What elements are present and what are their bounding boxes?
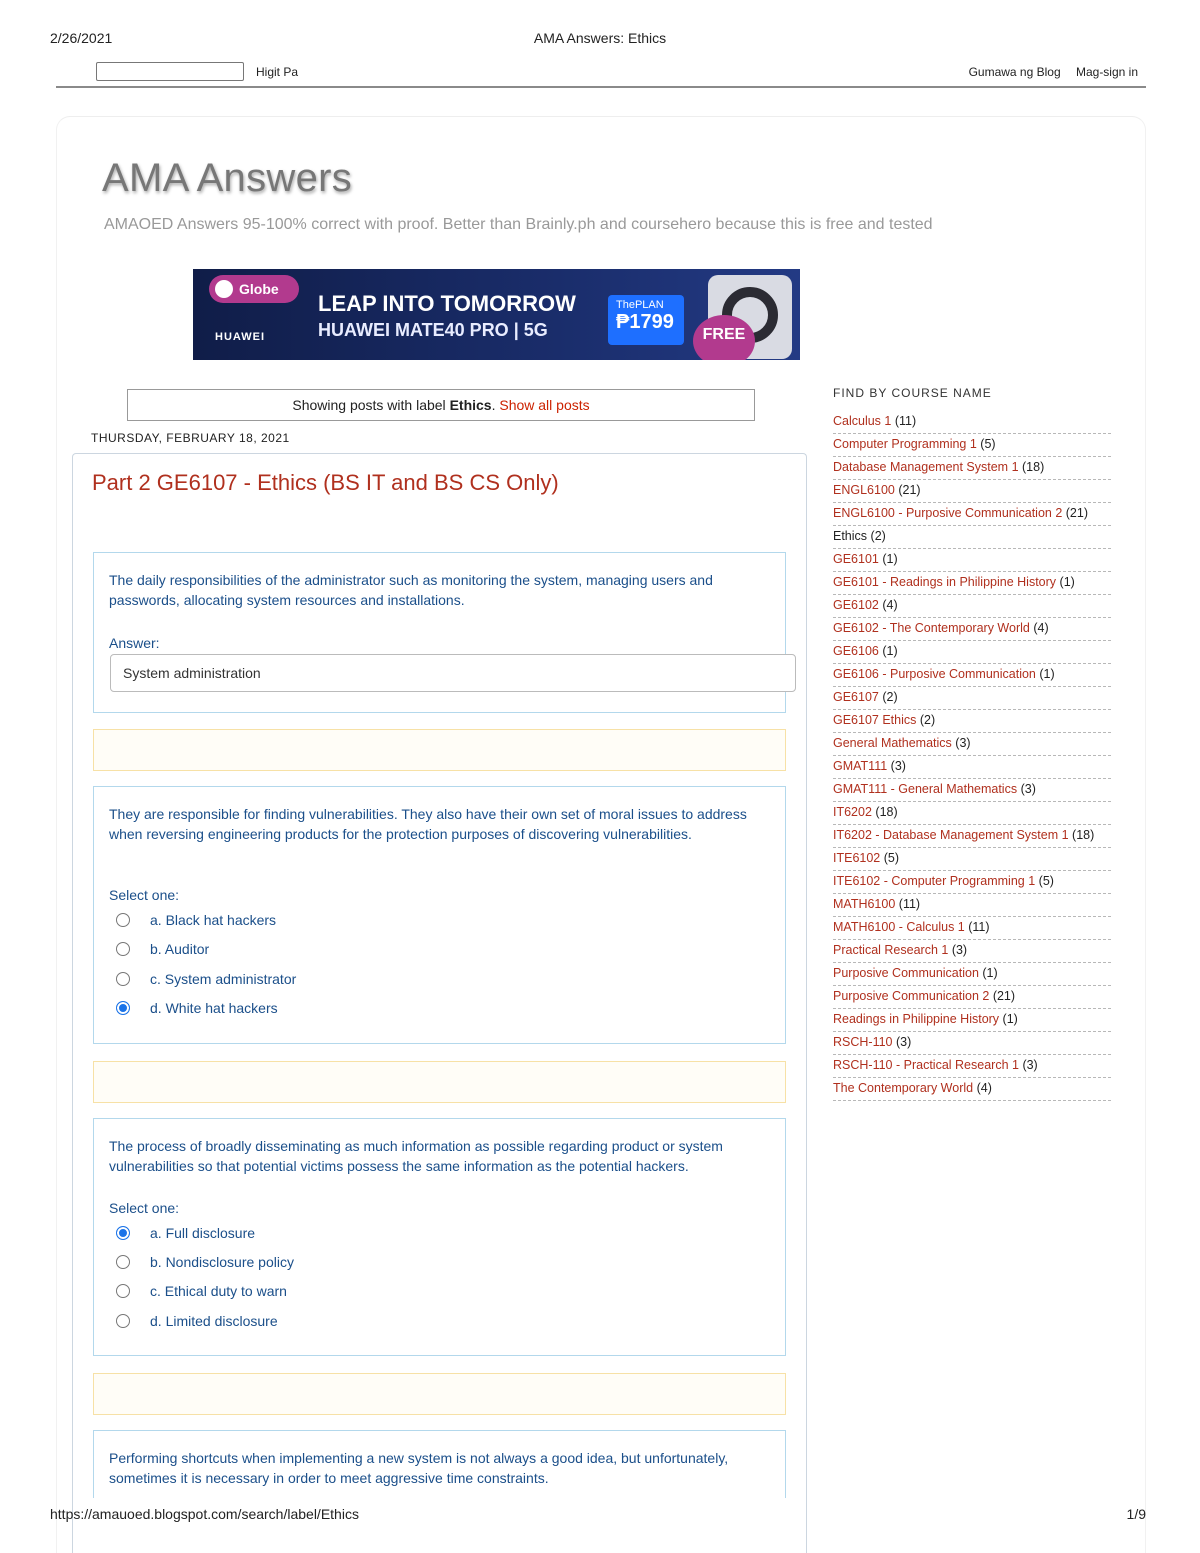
category-item xyxy=(833,1009,1111,1032)
radio-icon[interactable] xyxy=(116,972,130,986)
option-label: d. Limited disclosure xyxy=(150,1313,278,1329)
option-label: c. Ethical duty to warn xyxy=(150,1283,287,1299)
category-count: (5) xyxy=(980,437,996,451)
category-link[interactable]: IT6202 - Database Management System 1 xyxy=(833,828,1069,842)
category-count: (1) xyxy=(882,552,898,566)
category-count: (4) xyxy=(882,598,898,612)
category-item xyxy=(833,503,1111,526)
option-label: c. System administrator xyxy=(150,971,297,987)
category-link[interactable]: GE6102 - The Contemporary World xyxy=(833,621,1030,635)
category-item xyxy=(833,618,1111,641)
category-count: (1) xyxy=(982,966,998,980)
option-label: b. Auditor xyxy=(150,941,210,957)
question-text-3: The process of broadly disseminating as much information as possible regarding product or system vulnerabilities so that potential victims possess the same information as the potential hackers. xyxy=(109,1138,723,1174)
category-count: (1) xyxy=(882,644,898,658)
print-title: AMA Answers: Ethics xyxy=(533,30,667,46)
option-label: d. White hat hackers xyxy=(150,1000,278,1016)
category-link[interactable]: Computer Programming 1 xyxy=(833,437,977,451)
category-count: (3) xyxy=(951,943,968,957)
radio-icon[interactable] xyxy=(116,1284,130,1298)
category-item xyxy=(833,963,1111,986)
ad-banner[interactable] xyxy=(193,269,800,360)
radio-icon[interactable] xyxy=(116,1255,130,1269)
option-label: b. Nondisclosure policy xyxy=(150,1254,294,1270)
answer-field-1[interactable]: System administration xyxy=(110,654,796,692)
radio-icon[interactable] xyxy=(116,942,130,956)
question-card-1 xyxy=(93,552,786,713)
category-count: (1) xyxy=(1039,667,1055,681)
category-count: (4) xyxy=(1033,621,1049,635)
category-item xyxy=(833,940,1111,963)
category-link[interactable]: ENGL6100 - Purposive Communication 2 xyxy=(833,506,1063,520)
category-item xyxy=(833,641,1111,664)
category-link[interactable]: Purposive Communication 2 xyxy=(833,989,990,1003)
category-item xyxy=(833,1078,1111,1101)
category-count: (3) xyxy=(1020,782,1036,796)
navbar-search-input[interactable] xyxy=(96,62,244,81)
category-count: (2) xyxy=(919,713,936,727)
category-count: (11) xyxy=(898,897,921,911)
print-page-number: 1/9 xyxy=(1126,1506,1146,1522)
category-link[interactable]: RSCH-110 - Practical Research 1 xyxy=(833,1058,1019,1072)
sidebar-title: FIND BY COURSE NAME xyxy=(833,386,992,400)
category-item xyxy=(833,917,1111,940)
navbar-more-link[interactable]: Higit Pa xyxy=(256,65,299,79)
category-count: (11) xyxy=(968,920,990,934)
category-link[interactable]: GE6106 - Purposive Communication xyxy=(833,667,1036,681)
radio-selected-icon[interactable] xyxy=(116,1226,130,1240)
category-count: (4) xyxy=(976,1081,992,1095)
category-item xyxy=(833,572,1111,595)
category-link[interactable]: General Mathematics xyxy=(833,736,952,750)
category-item xyxy=(833,848,1111,871)
category-link[interactable]: GE6106 xyxy=(833,644,879,658)
category-item xyxy=(833,802,1111,825)
question-prompt-3: Select one: xyxy=(109,1200,180,1216)
blog-description: AMAOED Answers 95-100% correct with proof. Better than Brainly.ph and coursehero because this is free and tested xyxy=(104,216,933,233)
category-item xyxy=(833,756,1111,779)
category-count: (1) xyxy=(1059,575,1075,589)
category-count: (1) xyxy=(1002,1012,1018,1026)
question-text-2: They are responsible for finding vulnerabilities. They also have their own set of moral issues to address when reversing engineering products for the protection purposes of discovering vulnerabilities. xyxy=(109,806,747,842)
globe-logo-icon xyxy=(215,280,233,298)
banner-partner: HUAWEI xyxy=(215,331,265,343)
category-item xyxy=(833,825,1111,848)
category-item xyxy=(833,871,1111,894)
category-count: (3) xyxy=(896,1035,912,1049)
category-link[interactable]: GE6101 xyxy=(833,552,879,566)
category-item xyxy=(833,434,1111,457)
category-link[interactable]: GE6107 Ethics xyxy=(833,713,917,727)
category-count: (18) xyxy=(1022,460,1045,474)
radio-icon[interactable] xyxy=(116,1314,130,1328)
category-item xyxy=(833,595,1111,618)
option-label: a. Black hat hackers xyxy=(150,912,277,928)
category-link[interactable]: RSCH-110 xyxy=(833,1035,893,1049)
question-prompt-1: Answer: xyxy=(109,635,160,651)
category-count: (3) xyxy=(955,736,971,750)
navbar-right xyxy=(957,65,1138,79)
category-item xyxy=(833,664,1111,687)
post-date: THURSDAY, FEBRUARY 18, 2021 xyxy=(91,431,290,445)
category-link[interactable]: MATH6100 - Calculus 1 xyxy=(833,920,965,934)
category-link[interactable]: The Contemporary World xyxy=(833,1081,974,1095)
banner-subheadline: HUAWEI MATE40 PRO | 5G xyxy=(318,320,548,340)
category-link[interactable]: MATH6100 xyxy=(833,897,896,911)
radio-icon[interactable] xyxy=(116,913,130,927)
category-link[interactable]: Purposive Communication xyxy=(833,966,979,980)
category-count: (5) xyxy=(1038,874,1054,888)
category-item xyxy=(833,457,1111,480)
category-count: (18) xyxy=(875,805,898,819)
post-title[interactable]: Part 2 GE6107 - Ethics (BS IT and BS CS Only) xyxy=(92,470,559,495)
separator-box xyxy=(93,1061,786,1103)
label-notice-label: Ethics xyxy=(449,397,492,413)
print-header xyxy=(50,30,1150,50)
category-link[interactable]: ENGL6100 xyxy=(833,483,895,497)
separator-box xyxy=(93,729,786,771)
category-count: (21) xyxy=(992,989,1016,1003)
category-item xyxy=(833,549,1111,572)
question-text-1: The daily responsibilities of the administrator such as monitoring the system, managing users and passwords, allocating system resources and installations. xyxy=(109,572,713,608)
category-item xyxy=(833,733,1111,756)
plan-title: ThePLAN xyxy=(616,299,664,311)
category-link[interactable]: Practical Research 1 xyxy=(833,943,949,957)
category-link[interactable]: Database Management System 1 xyxy=(833,460,1019,474)
category-link[interactable]: GE6102 xyxy=(833,598,879,612)
category-link[interactable]: IT6202 xyxy=(833,805,872,819)
category-item xyxy=(833,687,1111,710)
category-count: (3) xyxy=(890,759,906,773)
category-link[interactable]: ITE6102 - Computer Programming 1 xyxy=(833,874,1036,888)
question-prompt-2: Select one: xyxy=(109,887,180,903)
category-item xyxy=(833,411,1111,434)
category-link: Ethics xyxy=(833,529,868,543)
sidebar-labels xyxy=(833,386,1111,1101)
category-item xyxy=(833,710,1111,733)
category-count: (3) xyxy=(1022,1058,1038,1072)
free-badge: FREE xyxy=(693,315,755,360)
category-link[interactable]: Calculus 1 xyxy=(833,414,892,428)
category-link[interactable]: GMAT111 - General Mathematics xyxy=(833,782,1018,796)
banner-brand: Globe xyxy=(239,281,279,297)
category-item xyxy=(833,1055,1111,1078)
banner-headline: LEAP INTO TOMORROW xyxy=(318,291,576,316)
category-count: (11) xyxy=(894,414,917,428)
category-item xyxy=(833,986,1111,1009)
label-notice-suffix: . xyxy=(491,397,500,413)
category-link[interactable]: GMAT111 xyxy=(833,759,888,773)
option-label: a. Full disclosure xyxy=(150,1225,256,1241)
plan-badge xyxy=(608,295,684,345)
category-count: (21) xyxy=(1065,506,1088,520)
category-count: (5) xyxy=(883,851,900,865)
print-date: 2/26/2021 xyxy=(50,30,113,46)
question-text-4: Performing shortcuts when implementing a new system is not always a good idea, but unfortunately, sometimes it is necessary in order to meet aggressive time constraints. xyxy=(109,1450,729,1486)
category-item xyxy=(833,894,1111,917)
blog-title[interactable]: AMA Answers xyxy=(102,156,353,200)
category-count: (2) xyxy=(882,690,898,704)
category-link[interactable]: Readings in Philippine History xyxy=(833,1012,1000,1026)
label-notice xyxy=(127,389,755,421)
category-link[interactable]: ITE6102 xyxy=(833,851,881,865)
category-link[interactable]: GE6101 - Readings in Philippine History xyxy=(833,575,1057,589)
print-url: https://amauoed.blogspot.com/search/label/Ethics xyxy=(50,1506,359,1522)
navbar xyxy=(56,60,1146,88)
category-item xyxy=(833,480,1111,503)
globe-logo xyxy=(209,275,299,303)
category-item xyxy=(833,526,1111,549)
sign-in-link[interactable]: Mag-sign in xyxy=(1075,65,1138,79)
create-blog-link[interactable]: Gumawa ng Blog xyxy=(968,65,1061,79)
category-count: (18) xyxy=(1072,828,1095,842)
category-count: (21) xyxy=(898,483,921,497)
plan-price: ₱1799 xyxy=(616,311,674,333)
question-card-3 xyxy=(93,1118,786,1356)
category-item xyxy=(833,1032,1111,1055)
radio-selected-icon[interactable] xyxy=(116,1001,130,1015)
category-item xyxy=(833,779,1111,802)
category-list xyxy=(833,411,1111,1101)
separator-box xyxy=(93,1373,786,1415)
question-card-2 xyxy=(93,786,786,1044)
question-card-4 xyxy=(93,1430,786,1498)
category-link[interactable]: GE6107 xyxy=(833,690,879,704)
category-count: (2) xyxy=(870,529,886,543)
label-notice-prefix: Showing posts with label xyxy=(292,397,450,413)
show-all-posts-link[interactable]: Show all posts xyxy=(499,397,590,413)
